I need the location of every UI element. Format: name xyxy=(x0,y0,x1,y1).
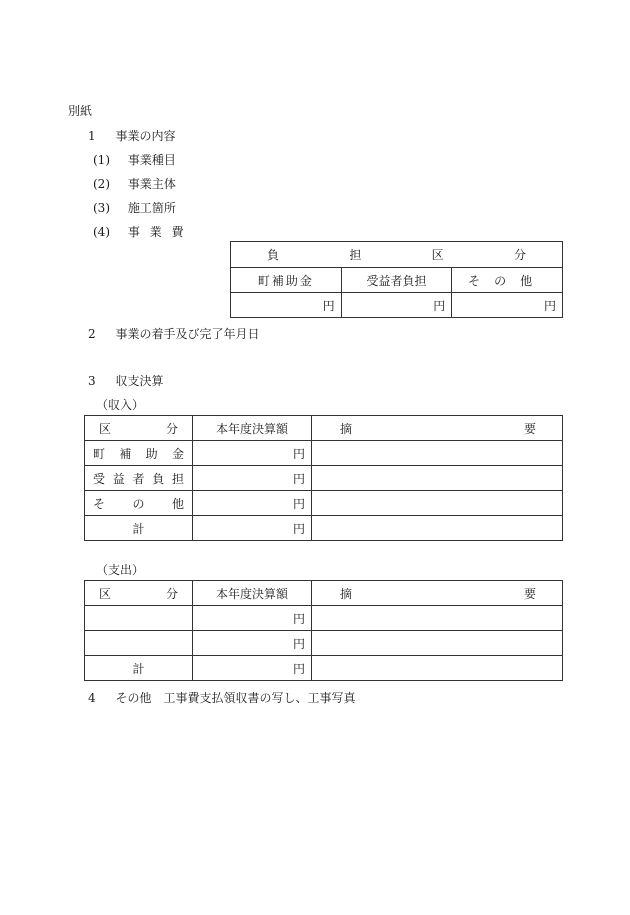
header-char: 分 xyxy=(165,421,178,436)
header-amount: 本年度決算額 xyxy=(193,581,312,606)
row-label xyxy=(85,631,193,656)
row-remarks xyxy=(312,466,563,491)
row-amount: 円 xyxy=(193,466,312,491)
label-char: 者 xyxy=(132,471,145,486)
label-char: 補 xyxy=(119,446,132,461)
item-3 xyxy=(88,372,163,389)
item-number: 4 xyxy=(88,691,96,705)
header-division xyxy=(85,416,193,441)
header-char: 負 xyxy=(267,248,280,262)
row-remarks xyxy=(312,516,563,541)
row-label xyxy=(85,491,193,516)
cell-value: 円 xyxy=(231,293,342,318)
item-number: (2) xyxy=(93,177,110,191)
label-char: 受 xyxy=(93,471,106,486)
item-text: 事業の着手及び完了年月日 xyxy=(115,327,260,341)
item-number: 3 xyxy=(88,374,96,388)
table-row xyxy=(85,606,563,631)
header-char: 分 xyxy=(165,586,178,601)
income-table xyxy=(84,415,563,541)
row-label: 計 xyxy=(85,656,193,681)
item-number: (3) xyxy=(93,201,110,215)
item-text: 事業種目 xyxy=(127,153,176,167)
header-remarks xyxy=(312,416,563,441)
item-text: 事業の内容 xyxy=(115,129,176,143)
table-row xyxy=(85,441,563,466)
item-1-2 xyxy=(93,175,176,192)
burden-header xyxy=(231,242,563,268)
item-2 xyxy=(88,325,259,342)
row-label xyxy=(85,606,193,631)
row-remarks xyxy=(312,491,563,516)
row-label xyxy=(85,441,193,466)
cell-value: 円 xyxy=(341,293,452,318)
row-amount: 円 xyxy=(193,491,312,516)
item-text: その他 工事費支払領収書の写し、工事写真 xyxy=(115,691,356,705)
label-char: 助 xyxy=(145,446,158,461)
header-char: 区 xyxy=(99,421,112,436)
row-label: 計 xyxy=(85,516,193,541)
row-remarks xyxy=(312,606,563,631)
item-4 xyxy=(88,689,355,706)
row-amount: 円 xyxy=(193,656,312,681)
header-char: 要 xyxy=(523,586,536,601)
header-amount: 本年度決算額 xyxy=(193,416,312,441)
item-text: 収支決算 xyxy=(115,374,164,388)
item-text: 事業主体 xyxy=(127,177,176,191)
row-remarks xyxy=(312,656,563,681)
header-char: 区 xyxy=(99,586,112,601)
item-1-4 xyxy=(93,223,186,240)
table-row xyxy=(85,466,563,491)
expense-label: （支出） xyxy=(96,563,145,577)
header-char: 摘 xyxy=(340,421,353,436)
page-title: 別紙 xyxy=(68,104,93,118)
item-text: 事 業 費 xyxy=(127,225,187,239)
row-amount: 円 xyxy=(193,606,312,631)
row-amount: 円 xyxy=(193,516,312,541)
burden-table xyxy=(230,241,563,318)
label-char: 負 xyxy=(152,471,165,486)
header-division xyxy=(85,581,193,606)
header-remarks xyxy=(312,581,563,606)
item-number: 2 xyxy=(88,327,96,341)
item-number: (4) xyxy=(93,225,110,239)
item-1-3 xyxy=(93,199,176,216)
item-1 xyxy=(88,127,175,144)
table-row xyxy=(85,631,563,656)
header-char: 担 xyxy=(349,248,362,262)
row-remarks xyxy=(312,631,563,656)
label-char: 益 xyxy=(112,471,125,486)
col-other: その他 xyxy=(452,268,563,293)
label-char: そ xyxy=(93,496,106,511)
item-text: 施工箇所 xyxy=(127,201,176,215)
row-amount: 円 xyxy=(193,441,312,466)
item-1-1 xyxy=(93,151,176,168)
cell-value: 円 xyxy=(452,293,563,318)
row-label xyxy=(85,466,193,491)
expense-table xyxy=(84,580,563,681)
label-char: 担 xyxy=(171,471,184,486)
item-number: (1) xyxy=(93,153,110,167)
col-town-subsidy: 町補助金 xyxy=(231,268,342,293)
table-row-total xyxy=(85,656,563,681)
header-char: 要 xyxy=(523,421,536,436)
label-char: 他 xyxy=(171,496,184,511)
label-char: 町 xyxy=(93,446,106,461)
header-char: 分 xyxy=(513,248,526,262)
item-number: 1 xyxy=(88,129,96,143)
table-row xyxy=(85,491,563,516)
label-char: の xyxy=(132,496,145,511)
header-char: 摘 xyxy=(340,586,353,601)
table-row-total xyxy=(85,516,563,541)
income-label: （収入） xyxy=(96,398,145,412)
label-char: 金 xyxy=(171,446,184,461)
row-remarks xyxy=(312,441,563,466)
row-amount: 円 xyxy=(193,631,312,656)
col-beneficiary: 受益者負担 xyxy=(341,268,452,293)
header-char: 区 xyxy=(431,248,444,262)
